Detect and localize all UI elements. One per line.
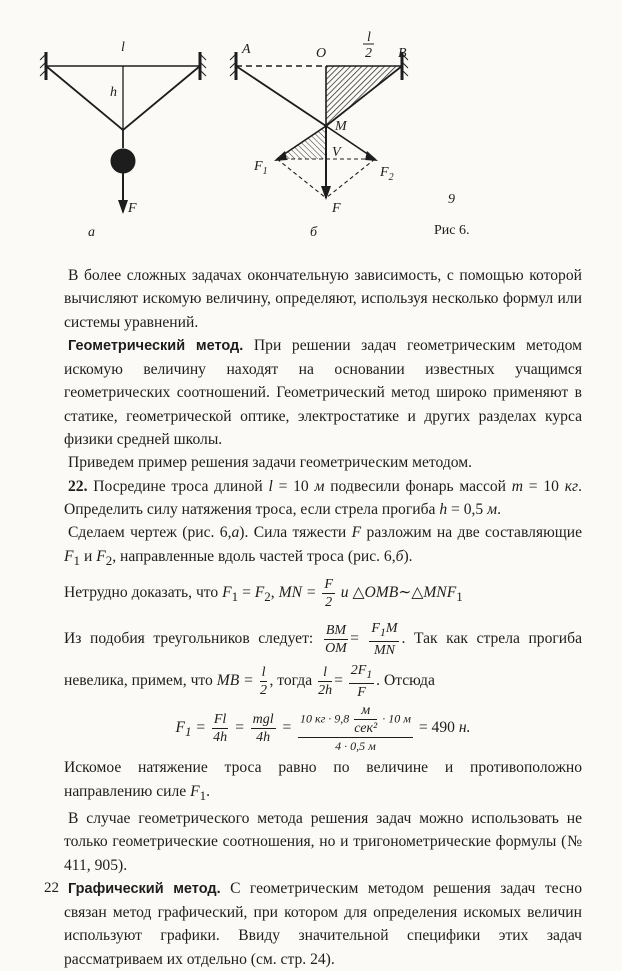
label-F2: $F_2$: [380, 165, 394, 183]
page-body: [64, 264, 582, 971]
figure-drawing: [30, 30, 590, 250]
fraction-l-2h: $\frac{l}{2h}$: [318, 665, 333, 698]
sub-label-a: а: [88, 225, 95, 240]
label-F-b: F: [332, 201, 341, 216]
paragraph-graphic-method: Графический метод. С геометрическим методом решения задач тесно связан метод графический, при котором для определения искомых величин используют графики. Ввиду значительной специфики этих задач рассматриваем их отдельно (см. стр. 24).: [64, 879, 583, 968]
figure-6: [30, 30, 590, 250]
label-h: h: [110, 85, 117, 100]
paragraph-geometric-method: Геометрический метод. При решении задач геометрическим методом искомую величину находят на основании известных учащимся геометрических соотношений. Геометрический метод широко применяют в статике, геометрической оптике, электростатике и других разделах курса физики средней школы.: [64, 336, 583, 449]
paragraph-6: Из подобия треугольников следует: $\frac{BM}{OM}$ = $\frac{F_1M}{MN}$ . Так как стрела прогиба невелика, примем, что MB = $\frac{l}{2}$ , тогда $\frac{l}{2h}$ = $\frac{2F_1}{F}$ . Отсюда: [64, 621, 582, 700]
paragraph-7: Искомое натяжение троса равно по величине и противоположно направлению силе $F_1$.: [64, 759, 582, 803]
paragraph-5: Нетрудно доказать, что $F_1 = F_2$, MN = $\frac{F}{2}$ и $\triangle OMB\sim\triangle MNF_1$: [64, 576, 463, 610]
label-M: M: [335, 119, 347, 134]
paragraph-1: В более сложных задачах окончательную зависимость, с помощью которой вычисляют искомую величину, определяют, используя несколько формул или системы уравнений.: [64, 267, 582, 331]
label-V: V: [332, 145, 341, 160]
sub-label-b: б: [310, 225, 318, 240]
numeric-fraction: 10 кг · 9,8 $\frac{м}{\text{сек²}}$ · 10 м 4 · 0,5 м: [299, 703, 411, 754]
fraction-BM-OM: $\frac{BM}{OM}$: [325, 623, 347, 656]
page-number: 22: [44, 880, 59, 896]
figure-caption: Рис 6.: [434, 223, 470, 238]
main-formula: $F_1$ = $\frac{Fl}{4h}$ = $\frac{\text{mgl}}{4h}$ = 10 кг · 9,8 $\frac{м}{\text{сек²}}$ · 10 м 4 · 0,5 м = 490 н.: [175, 703, 471, 754]
label-l2-numerator: l: [367, 30, 371, 45]
label-A: A: [242, 42, 251, 57]
fraction-F-2: $\frac{F}{2}$: [324, 576, 333, 610]
label-B: B: [398, 46, 407, 61]
graphic-method-heading: Графический метод.: [68, 880, 221, 897]
fraction-F1M-MN: $\frac{F_1M}{MN}$: [371, 621, 398, 658]
paragraph-8: В случае геометрического метода решения задач можно использовать не только геометрические соотношения, но и тригонометрические формулы (№ 411, 905).: [64, 809, 582, 874]
label-l: l: [121, 40, 125, 55]
label-O: O: [316, 46, 327, 61]
label-l2-denominator: 2: [365, 46, 372, 61]
label-F-a: F: [128, 201, 137, 216]
figure-a: [40, 52, 206, 214]
fraction-l-2: $\frac{l}{2}$: [260, 665, 268, 698]
task-number: 22.: [68, 477, 88, 495]
fraction-2F1-F: $\frac{2F_1}{F}$: [350, 663, 373, 700]
label-F1: $F_1$: [254, 159, 268, 177]
pencil-mark: 9: [448, 192, 455, 207]
geometric-method-heading: Геометрический метод.: [68, 337, 244, 354]
paragraph-4: Сделаем чертеж (рис. 6,а). Сила тяжести F разложим на две составляющие $F_1$ и $F_2$, направленные вдоль частей троса (рис. 6,б).: [64, 524, 583, 568]
task-22: 22. Посредине троса длиной l = 10 м подвесили фонарь массой m = 10 кг. Определить силу натяжения троса, если стрела прогиба h = 0,5 м.: [64, 477, 582, 518]
paragraph-3: Приведем пример решения задачи геометрическим методом.: [68, 454, 473, 472]
